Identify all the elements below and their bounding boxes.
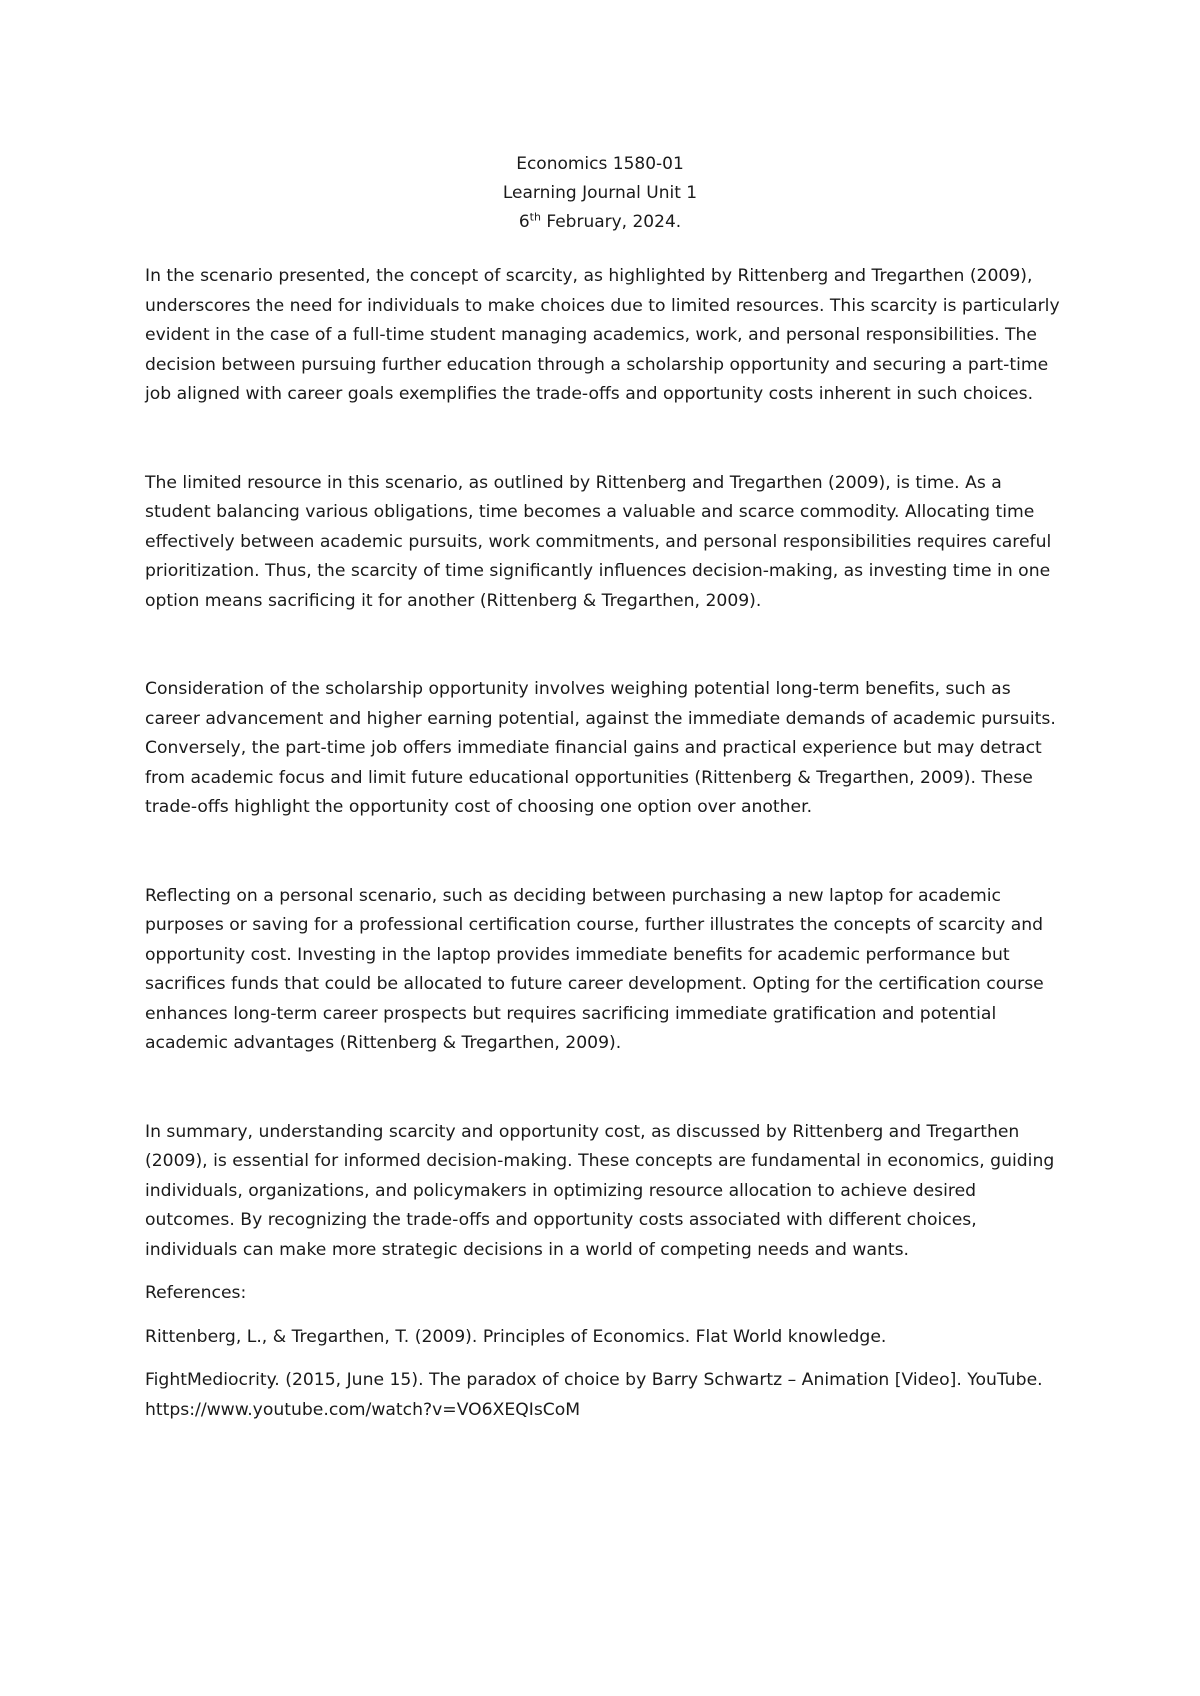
date-line bbox=[0, 208, 1200, 237]
document-body bbox=[145, 262, 1065, 1439]
reference-item: FightMediocrity. (2015, June 15). The paradox of choice by Barry Schwartz – Animation [Video]. YouTube. https://www.youtube.com/watch?v=VO6XEQIsCoM bbox=[145, 1370, 1043, 1420]
course-line: Economics 1580-01 bbox=[516, 154, 684, 174]
journal-title: Learning Journal Unit 1 bbox=[502, 183, 698, 203]
paragraph-summary: In summary, understanding scarcity and opportunity cost, as discussed by Rittenberg and Tregarthen (2009), is essential for informed decision-making. These concepts are fundamental in economics, guiding individuals, organizations, and policymakers in optimizing resource allocation to achieve desired outcomes. By recognizing the trade-offs and opportunity costs associated with different choices, individuals can make more strategic decisions in a world of competing needs and wants. bbox=[145, 1121, 1055, 1260]
date-day: 6 bbox=[518, 212, 530, 232]
paragraph-personal-scenario: Reflecting on a personal scenario, such as deciding between purchasing a new laptop for academic purposes or saving for a professional certification course, further illustrates the concepts of scarcity and opportunity cost. Investing in the laptop provides immediate benefits for academic performance but sacrifices funds that could be allocated to future career development. Opting for the certification course enhances long-term career prospects but requires sacrificing immediate gratification and potential academic advantages (Rittenberg & Tregarthen, 2009). bbox=[145, 885, 1044, 1053]
references-heading: References: bbox=[145, 1283, 247, 1303]
date-rest: February, 2024. bbox=[540, 212, 682, 232]
paragraph-time: The limited resource in this scenario, as outlined by Rittenberg and Tregarthen (2009), is time. As a student balancing various obligations, time becomes a valuable and scarce commodity. Allocating time effectively between academic pursuits, work commitments, and personal responsibilities requires careful prioritization. Thus, the scarcity of time significantly influences decision-making, as investing time in one option means sacrificing it for another (Rittenberg & Tregarthen, 2009). bbox=[145, 472, 1052, 611]
paragraph-scholarship: Consideration of the scholarship opportunity involves weighing potential long-term benefits, such as career advancement and higher earning potential, against the immediate demands of academic pursuits. Conversely, the part-time job offers immediate financial gains and practical experience but may detract from academic focus and limit future educational opportunities (Rittenberg & Tregarthen, 2009). These trade-offs highlight the opportunity cost of choosing one option over another. bbox=[145, 679, 1056, 817]
document-header bbox=[0, 150, 1200, 237]
date-suffix: th bbox=[529, 210, 541, 224]
reference-item: Rittenberg, L., & Tregarthen, T. (2009). Principles of Economics. Flat World knowledge. bbox=[145, 1326, 887, 1347]
paragraph-scarcity: In the scenario presented, the concept of scarcity, as highlighted by Rittenberg and Tregarthen (2009), underscores the need for individuals to make choices due to limited resources. This scarcity is particularly evident in the case of a full-time student managing academics, work, and personal responsibilities. The decision between pursuing further education through a scholarship opportunity and securing a part-time job aligned with career goals exemplifies the trade-offs and opportunity costs inherent in such choices. bbox=[145, 266, 1060, 404]
